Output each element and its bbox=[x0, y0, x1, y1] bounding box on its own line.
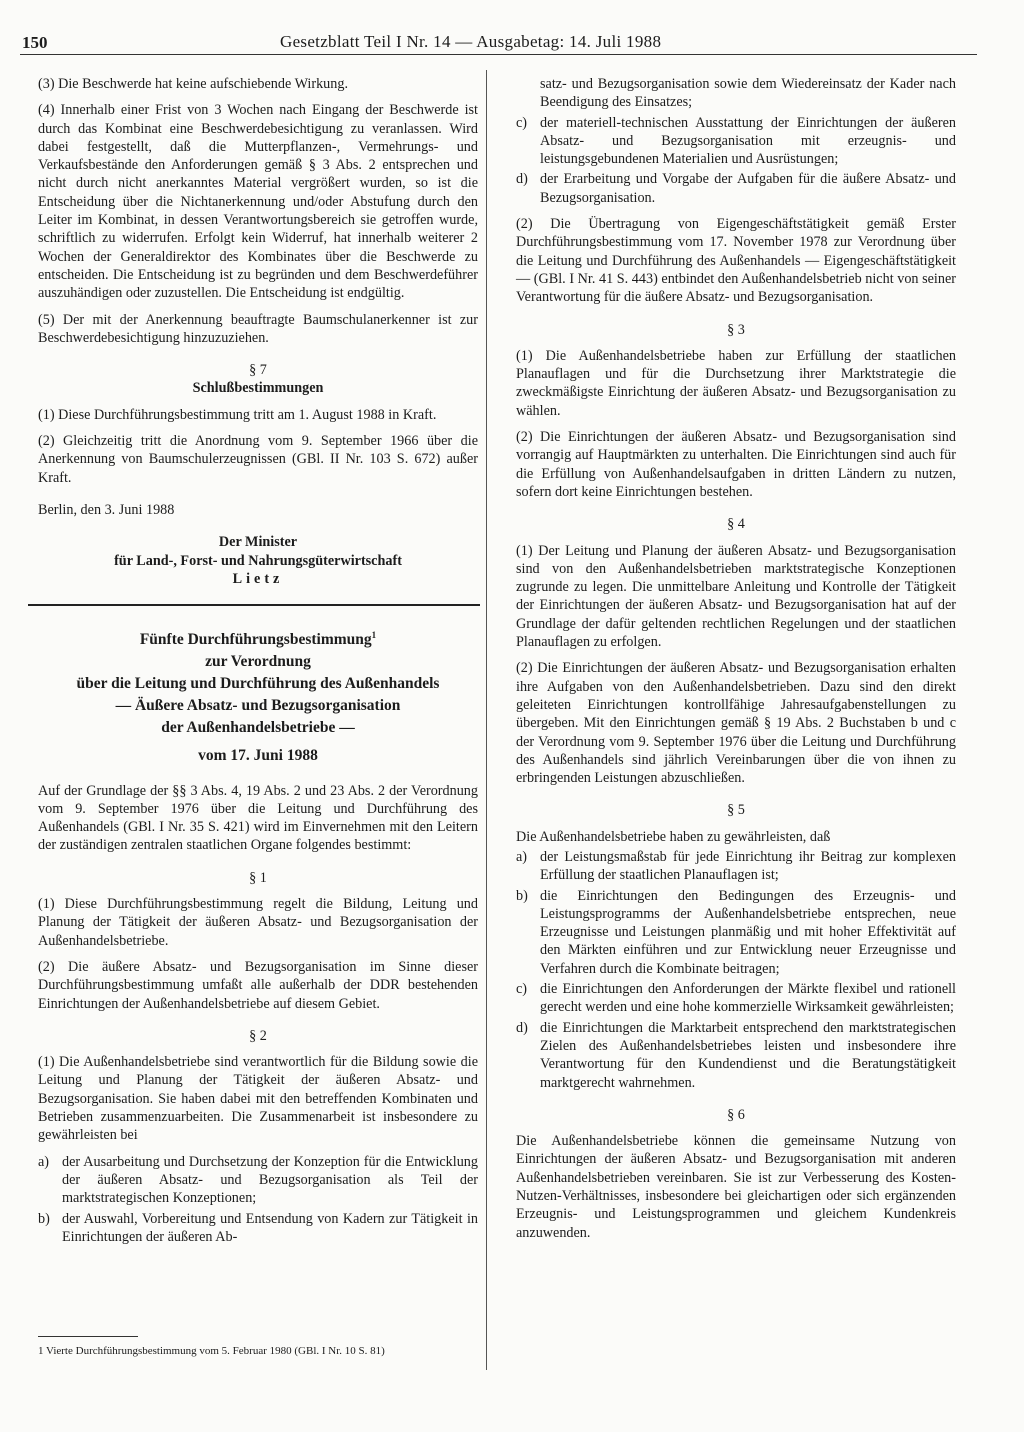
title-line: über die Leitung und Durchführung des Außenhandels bbox=[76, 675, 440, 693]
left-column bbox=[38, 75, 478, 1248]
list-label: c) bbox=[516, 114, 528, 131]
list-item bbox=[38, 1210, 478, 1247]
section-title: Schlußbestimmungen bbox=[192, 380, 324, 397]
section-number: § 5 bbox=[727, 802, 745, 819]
list-item bbox=[516, 1019, 956, 1092]
paragraph: (4) Innerhalb einer Frist von 3 Wochen nach Eingang der Beschwerde ist durch das Kombinat eine Beschwerdebesichtigung zu veranlassen. Wird dabei festgestellt, daß die Mutterpflanzen-, Vermehrungs- und Verkaufsbestände den Anforderungen gemäß § 3 Abs. 2 entsprechen und nicht durch nicht anerkanntes Material vergrößert wurden, so ist die Entscheidung über die Nichtanerkennung und/oder Abstufung durch den Leiter im Kombinat, in dessen Verantwortungsbereich sie getroffen wurde, schriftlich zu widerrufen. Erfolgt kein Widerruf, hat innerhalb weiterer 2 Wochen der Generaldirektor des Kombinates über die Beschwerde zu entscheiden. Die Entscheidung ist zu begründen und dem Beschwerdeführer auszuhändigen oder zuzustellen. Die Entscheidung ist endgültig. bbox=[38, 102, 478, 302]
paragraph: (1) Diese Durchführungsbestimmung regelt die Bildung, Leitung und Planung der Tätigkeit der äußeren Absatz- und Bezugsorganisation der Außenhandelsbetriebe. bbox=[38, 896, 478, 949]
signature-line: Der Minister bbox=[218, 534, 298, 551]
paragraph: (1) Der Leitung und Planung der äußeren Absatz- und Bezugsorganisation sind von den Außenhandelsbetrieben marktstrategische Konzeptionen zugrunde zu legen. Die unmittelbare Anleitung und Kontrolle der Tätigkeit der Einrichtungen der äußeren Absatz- und Bezugsorganisation hat auf der Grundlage der dafür geltenden rechtlichen Regelungen und der staatlichen Planauflagen zu erfolgen. bbox=[516, 542, 956, 651]
section-number: § 4 bbox=[727, 516, 745, 533]
section-number: § 7 bbox=[249, 362, 267, 379]
paragraph: Die Außenhandelsbetriebe können die gemeinsame Nutzung von Einrichtungen der äußeren Absatz- und Bezugsorganisation mit anderen Außenhandelsbetrieben vereinbaren. Sie ist zur Verbesserung des Kosten-Nutzen-Verhältnisses, insbesondere bei gleichartigen oder sich ergänzenden Erzeugnis- und Leistungsprogrammen und gleichem Kundenkreis anzuwenden. bbox=[516, 1133, 956, 1241]
signature-name: Lietz bbox=[232, 570, 284, 587]
title-line: — Äußere Absatz- und Bezugsorganisation bbox=[115, 697, 401, 715]
list-text: satz- und Bezugsorganisation sowie dem Wiedereinsatz der Kader nach Beendigung des Einsatzes; bbox=[540, 76, 956, 111]
paragraph: Die Außenhandelsbetriebe haben zu gewährleisten, daß bbox=[516, 828, 831, 845]
page-number: 150 bbox=[22, 33, 48, 52]
signature-line: für Land-, Forst- und Nahrungsgüterwirtschaft bbox=[114, 552, 402, 569]
paragraph: (2) Die Übertragung von Eigengeschäftstätigkeit gemäß Erster Durchführungsbestimmung vom 17. November 1978 zur Verordnung über die Leitung und Durchführung des Außenhandels — Eigengeschäftstätigkeit — (GBl. I Nr. 41 S. 443) entbindet den Außenhandelsbetrieb nicht von seiner Verantwortung für die äußere Absatz- und Bezugsorganisation. bbox=[516, 216, 956, 306]
running-head: Gesetzblatt Teil I Nr. 14 — Ausgabetag: 14. Juli 1988 bbox=[280, 32, 662, 51]
list-label: a) bbox=[38, 1153, 50, 1170]
list-label: a) bbox=[516, 848, 528, 865]
section-7-heading bbox=[38, 361, 478, 398]
section-number: § 1 bbox=[249, 869, 267, 886]
list-label: d) bbox=[516, 1019, 528, 1036]
section-number: § 2 bbox=[249, 1027, 267, 1044]
list-label: c) bbox=[516, 981, 528, 998]
footnote-marker: 1 bbox=[371, 630, 377, 641]
paragraph: (1) Diese Durchführungsbestimmung tritt am 1. August 1988 in Kraft. bbox=[38, 406, 437, 423]
place-date: Berlin, den 3. Juni 1988 bbox=[38, 501, 175, 518]
list-label: b) bbox=[516, 887, 528, 904]
paragraph: (5) Der mit der Anerkennung beauftragte Baumschulanerkenner ist zur Beschwerdebesichtigung hinzuzuziehen. bbox=[38, 311, 478, 346]
list-text: der Auswahl, Vorbereitung und Entsendung von Kadern zur Tätigkeit in Einrichtungen der äußeren Ab- bbox=[62, 1210, 478, 1245]
paragraph: (1) Die Außenhandelsbetriebe haben zur Erfüllung der staatlichen Planauflagen und für die Durchsetzung ihrer Marktstrategie die zweckmäßigste Einrichtung der äußeren Absatz- und Bezugsorganisation zu wählen. bbox=[516, 347, 956, 419]
list-text: die Einrichtungen den Bedingungen des Erzeugnis- und Leistungsprogramms der Außenhandelsbetriebe entsprechen, neue Erzeugnisse und Leistungen planmäßig und mit hoher Effektivität auf den Märkten einführen und zur Entwicklung neuer Erzeugnisse und Verfahren durch die Kombinate beitragen; bbox=[540, 887, 956, 977]
list-item bbox=[516, 848, 956, 885]
paragraph: (2) Die äußere Absatz- und Bezugsorganisation im Sinne dieser Durchführungsbestimmung umfaßt alle außerhalb der DDR bestehenden Einrichtungen der Außenhandelsbetriebe auf diesem Gebiet. bbox=[38, 958, 478, 1012]
title-line: Fünfte Durchführungsbestimmung bbox=[139, 631, 372, 649]
paragraph: (1) Die Außenhandelsbetriebe sind verantwortlich für die Bildung sowie die Leitung und Planung der Tätigkeit der äußeren Absatz- und Bezugsorganisation. Sie haben dabei mit den betreffenden Kombinaten und Betrieben zusammenzuarbeiten. Die Zusammenarbeit ist insbesondere zu gewährleisten bei bbox=[38, 1054, 478, 1144]
title-line: der Außenhandelsbetriebe — bbox=[161, 719, 355, 737]
footnote: 1 Vierte Durchführungsbestimmung vom 5. Februar 1980 (GBl. I Nr. 10 S. 81) bbox=[38, 1345, 385, 1357]
paragraph: (2) Die Einrichtungen der äußeren Absatz- und Bezugsorganisation sind vorrangig auf Hauptmärkten zu unterhalten. Die Einrichtungen sind auch für die Erfüllung von Außenhandelsaufgaben in dritten Ländern zu nutzen, sofern dort keine Einrichtungen bestehen. bbox=[516, 429, 956, 500]
list-text: der Ausarbeitung und Durchsetzung der Konzeption für die Entwicklung der äußeren Absatz- und Bezugsorganisation als Teil der marktstrategischen Konzeptionen; bbox=[62, 1153, 478, 1207]
list-item-continued bbox=[516, 75, 956, 112]
paragraph: (3) Die Beschwerde hat keine aufschiebende Wirkung. bbox=[38, 76, 348, 92]
list-text: der Leistungsmaßstab für jede Einrichtung ihr Beitrag zur komplexen Erfüllung der staatlichen Planauflagen ist; bbox=[540, 848, 956, 884]
list-text: der Erarbeitung und Vorgabe der Aufgaben für die äußere Absatz- und Bezugsorganisation. bbox=[540, 171, 956, 206]
section-number: § 3 bbox=[727, 321, 745, 338]
paragraph: (2) Die Einrichtungen der äußeren Absatz- und Bezugsorganisation erhalten ihre Aufgaben von den Außenhandelsbetrieben. Dazu sind den direkt geleiteten Einrichtungen kontrollfähige Jahresaufgabenstellungen zu übergeben. Mit den Einrichtungen gemäß § 19 Abs. 2 Buchstaben b und c der Verordnung vom 9. September 1976 über die Leitung und Durchführung des Außenhandels sind jährlich Vereinbarungen über die von ihnen zu erbringenden Leistungen abzuschließen. bbox=[516, 660, 956, 787]
list-item bbox=[38, 1153, 478, 1208]
signature-block bbox=[38, 533, 478, 588]
right-column bbox=[516, 75, 956, 1250]
list-item bbox=[516, 887, 956, 978]
title-line: zur Verordnung bbox=[205, 653, 311, 671]
list-text: die Einrichtungen den Anforderungen der Märkte flexibel und rationell gerecht werden und eine hohe kommerzielle Wirksamkeit gewährleisten; bbox=[540, 981, 956, 1016]
paragraph: (2) Gleichzeitig tritt die Anordnung vom 9. September 1966 über die Anerkennung von Baumschulerzeugnissen (GBl. II Nr. 103 S. 672) außer Kraft. bbox=[38, 433, 478, 486]
list-label: d) bbox=[516, 171, 528, 188]
footnote-rule bbox=[38, 1336, 138, 1337]
list-item bbox=[516, 114, 956, 169]
document-separator bbox=[28, 604, 480, 606]
header-rule bbox=[20, 54, 977, 55]
section-number: § 6 bbox=[727, 1106, 745, 1123]
list-label: b) bbox=[38, 1210, 50, 1227]
document-title bbox=[38, 624, 478, 739]
preamble: Auf der Grundlage der §§ 3 Abs. 4, 19 Abs. 2 und 23 Abs. 2 der Verordnung vom 9. September 1976 über die Leitung und Durchführung des Außenhandels (GBl. I Nr. 35 S. 421) wird im Einvernehmen mit den Leitern der zuständigen zentralen staatlichen Organe folgendes bestimmt: bbox=[38, 782, 478, 854]
list-text: der materiell-technischen Ausstattung der Einrichtungen der äußeren Absatz- und Bezugsorganisation mit erzeugnis- und leistungsgebundenen Materialien und Ausrüstungen; bbox=[540, 114, 956, 168]
list-item bbox=[516, 170, 956, 207]
column-divider bbox=[486, 70, 487, 1370]
document-date: vom 17. Juni 1988 bbox=[198, 747, 318, 765]
list-text: die Einrichtungen die Marktarbeit entsprechend den marktstrategischen Zielen des Außenhandelsbetriebes leisten und insbesondere ihre Verantwortung für den Kundendienst und die Beratungstätigkeit marktgerecht wahrnehmen. bbox=[540, 1019, 956, 1091]
list-item bbox=[516, 980, 956, 1017]
